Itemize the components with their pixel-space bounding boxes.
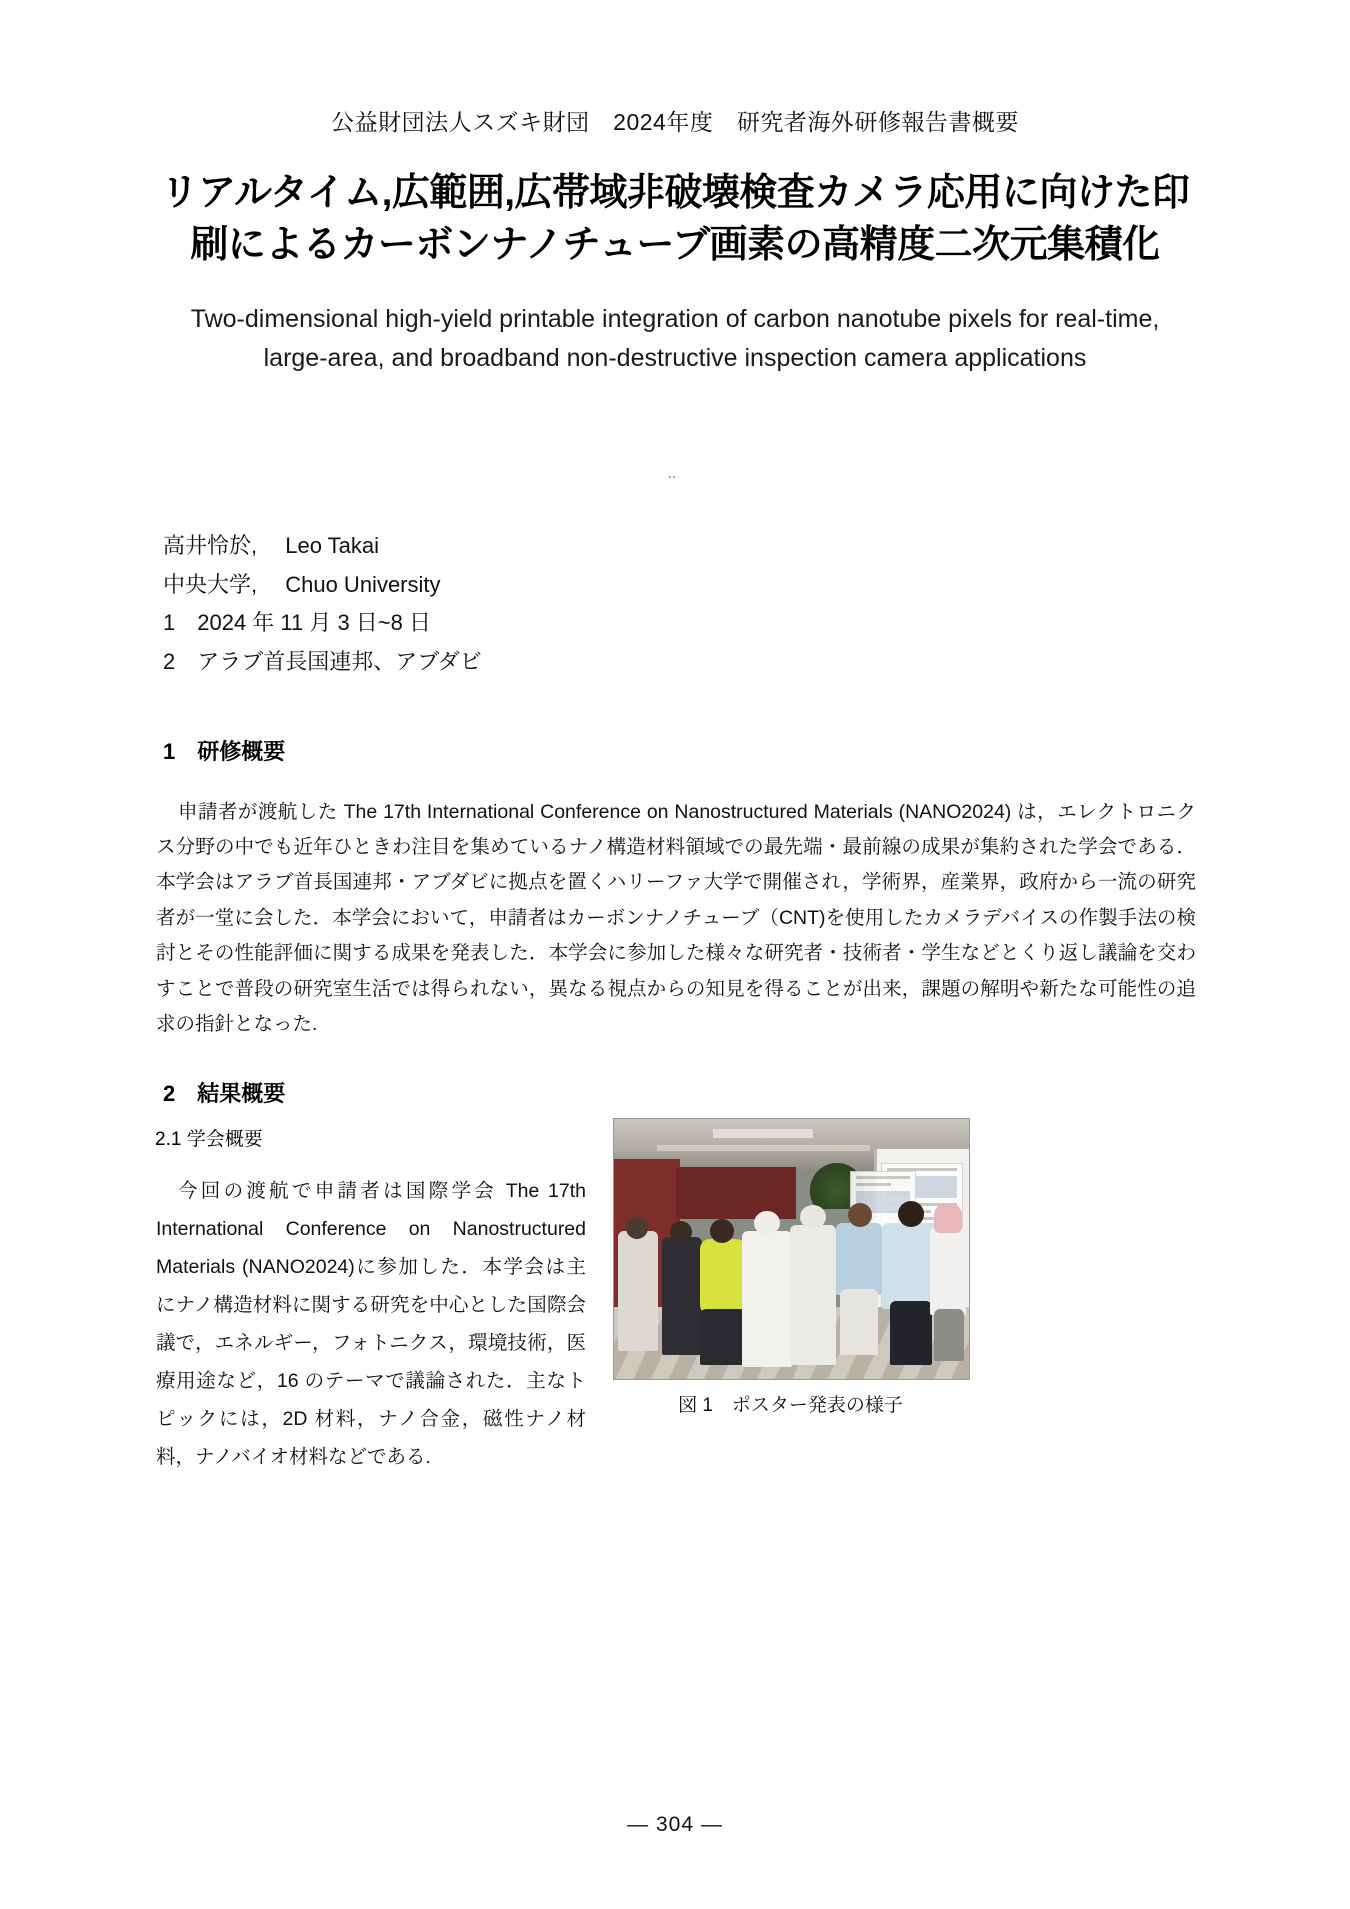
page-title-japanese: リアルタイム,広範囲,広帯域非破壊検査カメラ応用に向けた印刷によるカーボンナノチューブ画素の高精度二次元集積化 [160,172,1190,266]
person-white-robe [790,1225,836,1365]
section-1-body: 申請者が渡航した The 17th International Conference on Nanostructured Materials (NANO2024) は，エレクトロニクス分野の中でも近年ひときわ注目を集めているナノ構造材料領域での最先端・最前線の成果が集約された学会である．本学会はアラブ首長国連邦・アブダビに拠点を置くハリーファ大学で開催され，学術界，産業界，政府から一流の研究者が一堂に会した．本学会において，申請者はカーボンナノチューブ（CNT)を使用したカメラデバイスの作製手法の検討とその性能評価に関する成果を発表した．本学会に参加した様々な研究者・技術者・学生などとくり返し議論を交わすことで普段の研究室生活では得られない，異なる視点からの知見を得ることが出来，課題の解明や新たな可能性の追求の指針となった. [156,800,1196,1036]
person-head [626,1217,648,1239]
section-1-heading: 1 研修概要 [163,739,286,764]
person-legs [934,1309,964,1361]
poster-line [856,1176,910,1179]
person-head-hijab [934,1203,962,1233]
figure-1-image [613,1118,970,1380]
travel-destination: 2 アラブ首長国連邦、アブダビ [163,649,482,675]
person [662,1237,702,1355]
page-number: — 304 — [627,1813,723,1836]
person-head [710,1219,734,1243]
author-affiliation: 中央大学, Chuo University [163,571,441,597]
section-2-1-body: 今回の渡航で申請者は国際学会 The 17th International Conference on Nanostructured Materials (NANO2024)に参加した．本学会は主にナノ構造材料に関する研究を中心とした国際会議で，エネルギー，フォトニクス，環境技術，医療用途など，16 のテーマで議論された．主なトピックには，2D 材料，ナノ合金，磁性ナノ材料，ナノバイオ材料などである. [156,1179,586,1468]
author-name: 高井怜於, Leo Takai [163,533,380,558]
person [618,1231,658,1351]
person-legs [890,1301,932,1365]
figure-1 [613,1118,968,1417]
person-blue-shirt [836,1223,882,1295]
person-head-white-cap [800,1205,826,1229]
title-separator-dots: ‥ [667,466,683,481]
person-head-white-cap [754,1211,780,1235]
travel-period: 1 2024 年 11 月 3 日~8 日 [163,610,432,636]
author-block [163,527,863,682]
section-2-heading: 2 結果概要 [163,1081,286,1106]
section-2-1-heading: 2.1 学会概要 [155,1129,263,1150]
person-backpack [700,1239,746,1315]
poster-line [856,1183,891,1186]
person-head [898,1201,924,1227]
person [700,1309,746,1365]
ceiling-light-strip-secondary [657,1145,870,1151]
report-header-line: 公益財団法人スズキ財団 2024年度 研究者海外研修報告書概要 [331,109,1019,135]
person-legs [840,1289,878,1355]
person-white-robe [742,1231,792,1367]
person-hijab [930,1227,966,1315]
person-head [848,1203,872,1227]
page-title-english: Two-dimensional high-yield printable integration of carbon nanotube pixels for real-time, large-area, and broadband non-destructive inspection camera applications [190,305,1160,372]
ceiling-light-strip [713,1129,812,1138]
figure-1-caption: 図 1 ポスター発表の様子 [678,1395,903,1416]
person-head [670,1221,692,1243]
wall-banner [676,1167,796,1219]
